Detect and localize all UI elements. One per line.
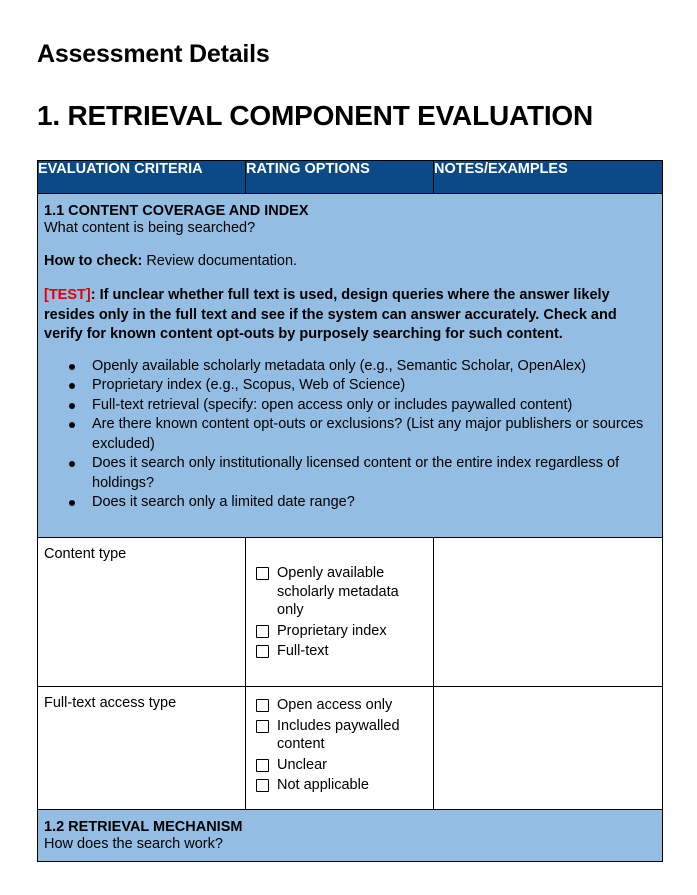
list-item: Proprietary index (e.g., Scopus, Web of Science) bbox=[92, 376, 656, 396]
list-item: Does it search only a limited date range? bbox=[92, 493, 656, 513]
criteria-cell bbox=[38, 687, 246, 810]
criteria-cell bbox=[38, 538, 246, 687]
list-item: Full-text retrieval (specify: open access only or includes paywalled content) bbox=[92, 396, 656, 416]
checkbox[interactable] bbox=[256, 645, 269, 658]
test-instructions bbox=[44, 286, 656, 345]
section-row-1-2 bbox=[38, 810, 663, 862]
table-header-row bbox=[38, 161, 663, 194]
section-1-2-title: 1.2 RETRIEVAL MECHANISM bbox=[44, 819, 243, 835]
checkbox[interactable] bbox=[256, 720, 269, 733]
criteria-bullet-list bbox=[44, 357, 656, 513]
checkbox[interactable] bbox=[256, 567, 269, 580]
table-row-full-text-access bbox=[38, 687, 663, 810]
checkbox[interactable] bbox=[256, 759, 269, 772]
header-evaluation-criteria: EVALUATION CRITERIA bbox=[38, 161, 246, 194]
list-item: Does it search only institutionally licensed content or the entire index regardless of holdings? bbox=[92, 454, 656, 493]
checkbox[interactable] bbox=[256, 779, 269, 792]
checkbox[interactable] bbox=[256, 625, 269, 638]
option-label: Unclear bbox=[277, 756, 327, 773]
how-to-check bbox=[44, 253, 656, 270]
section-row-1-1 bbox=[38, 194, 663, 538]
option-not-applicable[interactable] bbox=[256, 776, 425, 795]
section-1-1-cell bbox=[38, 194, 663, 538]
option-label: Not applicable bbox=[277, 777, 369, 793]
evaluation-table bbox=[37, 160, 663, 862]
section-1-2-subtitle: How does the search work? bbox=[44, 836, 223, 852]
option-proprietary-index[interactable] bbox=[256, 622, 425, 641]
notes-cell[interactable] bbox=[434, 538, 663, 687]
option-label: Openly available scholarly metadata only bbox=[277, 565, 399, 618]
section-1-2-cell bbox=[38, 810, 663, 862]
option-unclear[interactable] bbox=[256, 756, 425, 775]
section-1-1-subtitle: What content is being searched? bbox=[44, 220, 256, 236]
table-row-content-type bbox=[38, 538, 663, 687]
rating-options-cell bbox=[246, 687, 434, 810]
checkbox[interactable] bbox=[256, 699, 269, 712]
option-label: Open access only bbox=[277, 697, 393, 713]
criteria-label: Content type bbox=[44, 546, 127, 562]
rating-options-cell bbox=[246, 538, 434, 687]
option-label: Full-text bbox=[277, 643, 329, 659]
option-label: Proprietary index bbox=[277, 622, 387, 639]
page-title: Assessment Details bbox=[37, 40, 270, 68]
option-openly-available-metadata[interactable] bbox=[256, 564, 425, 620]
header-rating-options: RATING OPTIONS bbox=[246, 161, 434, 194]
list-item: Are there known content opt-outs or exclusions? (List any major publishers or sources excluded) bbox=[92, 415, 656, 454]
how-to-check-label: How to check: bbox=[44, 253, 143, 269]
option-includes-paywalled[interactable] bbox=[256, 717, 425, 754]
option-open-access-only[interactable] bbox=[256, 696, 425, 715]
section-title: 1. RETRIEVAL COMPONENT EVALUATION bbox=[37, 100, 594, 131]
how-to-check-text: Review documentation. bbox=[142, 253, 298, 269]
notes-cell[interactable] bbox=[434, 687, 663, 810]
section-1-1-title: 1.1 CONTENT COVERAGE AND INDEX bbox=[44, 203, 309, 219]
list-item: Openly available scholarly metadata only (e.g., Semantic Scholar, OpenAlex) bbox=[92, 357, 656, 377]
option-label: Includes paywalled content bbox=[277, 717, 400, 752]
test-tag: [TEST] bbox=[44, 287, 91, 303]
test-text: : If unclear whether full text is used, design queries where the answer likely resides only in the full text and see if the system can answer accurately. Check and verify for known content opt-outs by purposely searching for such content. bbox=[44, 287, 617, 342]
criteria-label: Full-text access type bbox=[44, 695, 177, 711]
header-notes-examples: NOTES/EXAMPLES bbox=[434, 161, 663, 194]
option-full-text[interactable] bbox=[256, 642, 425, 661]
